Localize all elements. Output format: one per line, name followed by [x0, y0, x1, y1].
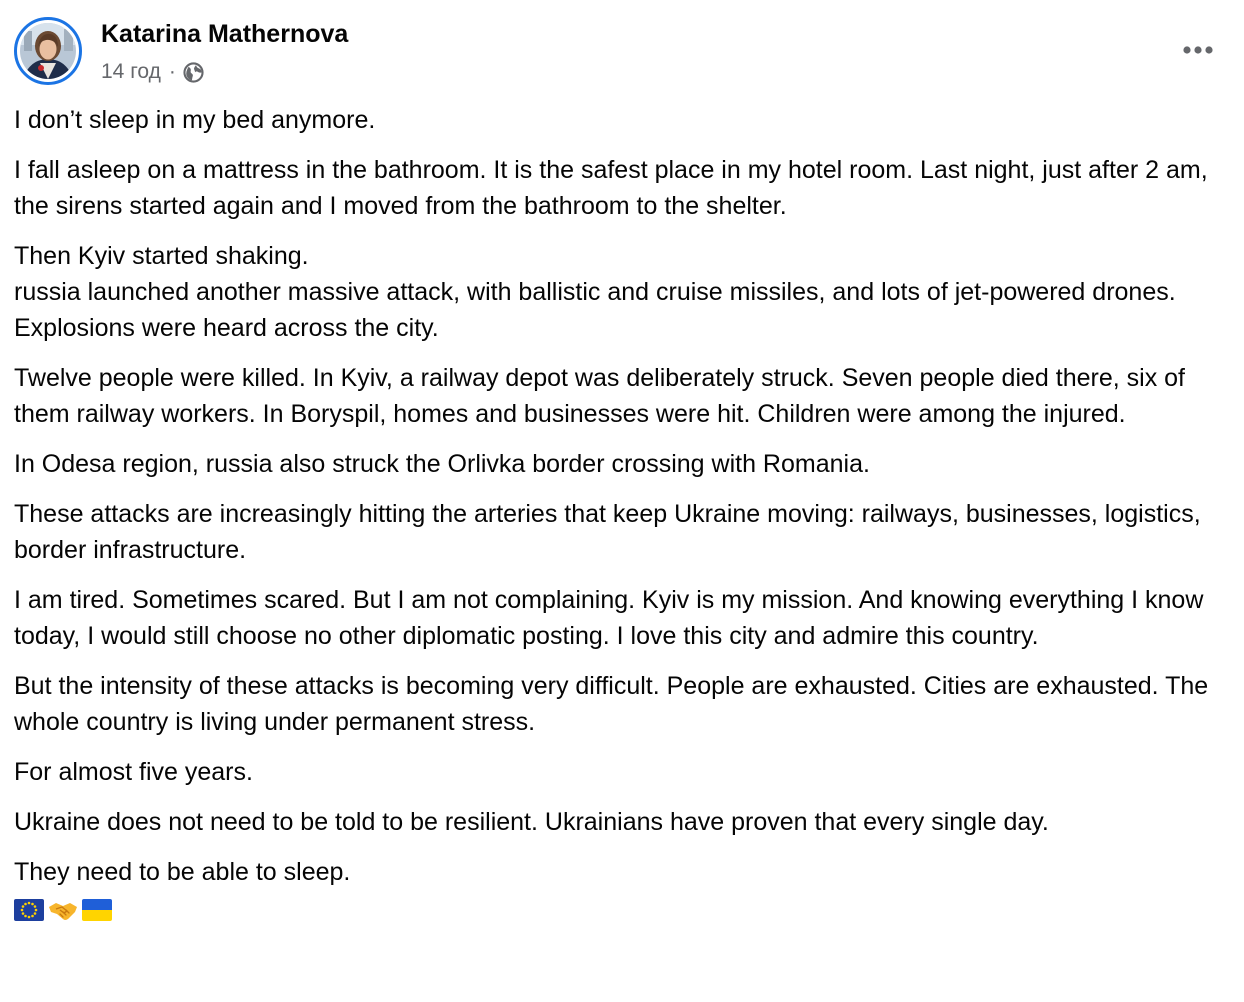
meta-separator: ·: [168, 60, 176, 83]
post-header: [0, 0, 1244, 100]
post-paragraph: Ukraine does not need to be told to be resilient. Ukrainians have proven that every single day.: [14, 808, 1049, 836]
post-paragraph: I don’t sleep in my bed anymore.: [14, 106, 376, 134]
post-paragraph: I am tired. Sometimes scared. But I am not complaining. Kyiv is my mission. And knowing everything I know today, I would still choose no other diplomatic posting. I love this city and admire this country.: [14, 586, 1204, 650]
more-options-button[interactable]: [1174, 30, 1222, 70]
post-timestamp[interactable]: 14 год: [101, 60, 161, 83]
handshake-icon: [48, 898, 78, 922]
post-body: [14, 102, 1236, 926]
more-options-icon: [1182, 45, 1214, 55]
post-paragraph: Then Kyiv started shaking. russia launched another massive attack, with ballistic and cruise missiles, and lots of jet-powered drones. Explosions were heard across the city.: [14, 242, 1176, 342]
post-paragraph: These attacks are increasingly hitting the arteries that keep Ukraine moving: railways, businesses, logistics, border infrastructure.: [14, 500, 1201, 564]
post-paragraph: But the intensity of these attacks is becoming very difficult. People are exhausted. Cities are exhausted. The whole country is living under permanent stress.: [14, 672, 1209, 736]
post-paragraph: Twelve people were killed. In Kyiv, a railway depot was deliberately struck. Seven people died there, six of them railway workers. In Boryspil, homes and businesses were hit. Children were among the injured.: [14, 364, 1185, 428]
avatar: [20, 23, 76, 79]
post-paragraph: For almost five years.: [14, 758, 253, 786]
eu-flag-icon: [14, 898, 44, 922]
ukraine-flag-icon: [82, 898, 112, 922]
post-paragraph: In Odesa region, russia also struck the Orlivka border crossing with Romania.: [14, 450, 870, 478]
post-meta: [101, 60, 204, 84]
globe-icon[interactable]: [183, 62, 204, 83]
author-name[interactable]: Katarina Mathernova: [101, 20, 349, 48]
post-paragraph: I fall asleep on a mattress in the bathroom. It is the safest place in my hotel room. Last night, just after 2 am, the sirens started again and I moved from the bathroom to the shelter.: [14, 156, 1208, 220]
author-avatar-button[interactable]: [14, 17, 82, 85]
emoji-row: [14, 894, 1236, 926]
post-paragraph: They need to be able to sleep.: [14, 858, 351, 886]
